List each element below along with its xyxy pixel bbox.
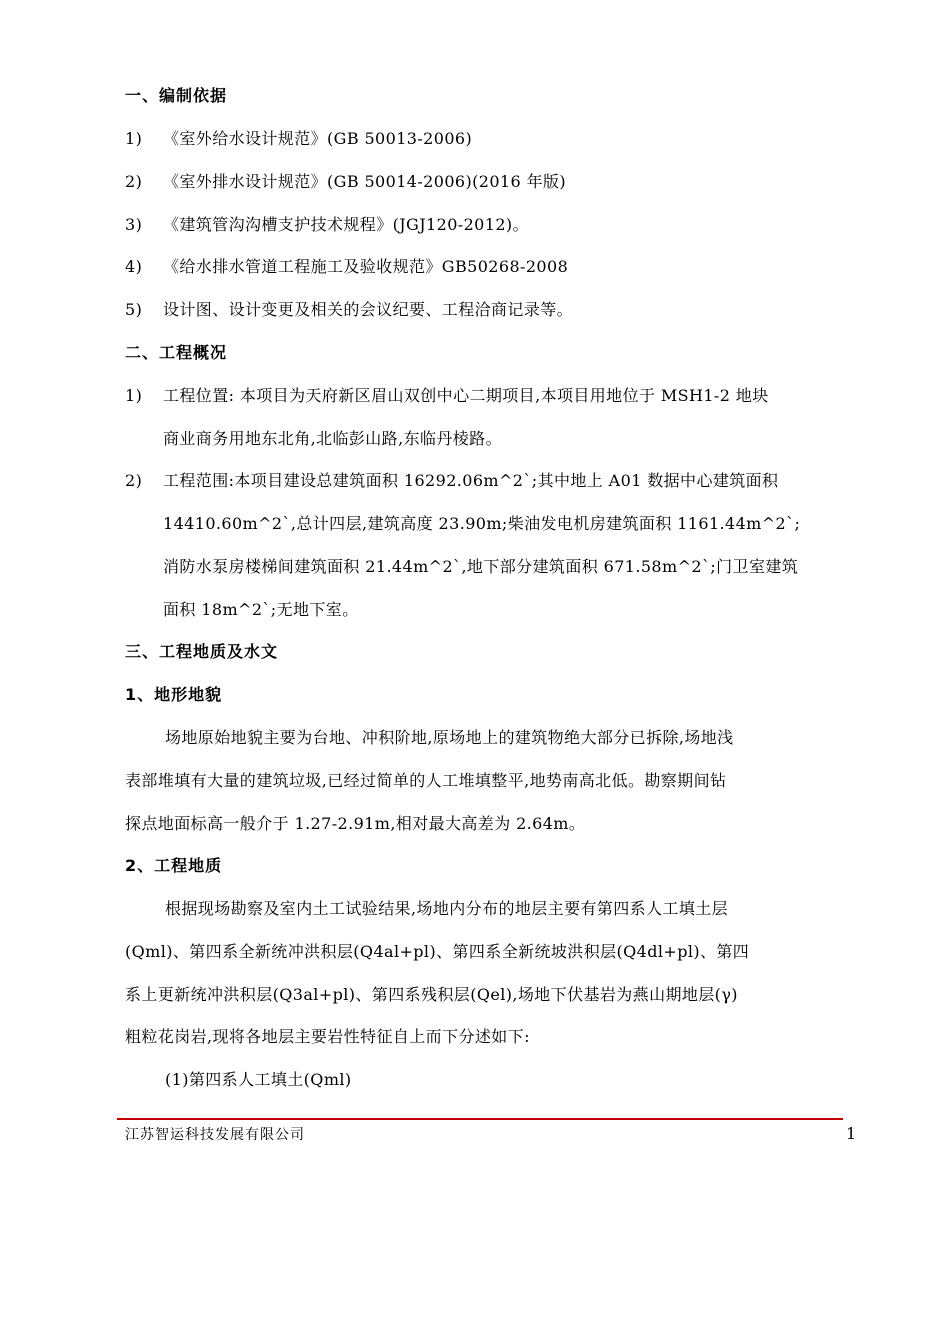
overview-item-2-line-4: 面积 18m^2`;无地下室。	[163, 600, 359, 619]
terrain-paragraph-line-1: 场地原始地貌主要为台地、冲积阶地,原场地上的建筑物绝大部分已拆除,场地浅	[165, 728, 734, 747]
terrain-paragraph-line-2: 表部堆填有大量的建筑垃圾,已经过简单的人工堆填整平,地势南高北低。勘察期间钻	[125, 771, 727, 790]
overview-item-2-line-3: 消防水泵房楼梯间建筑面积 21.44m^2`,地下部分建筑面积 671.58m^2`;门卫室建筑	[163, 557, 799, 576]
section-heading-overview: 二、工程概况	[125, 343, 228, 362]
item-text: 《室外排水设计规范》(GB 50014-2006)(2016 年版)	[163, 172, 567, 191]
section-heading-geology: 三、工程地质及水文	[125, 642, 279, 661]
item-number: 3)	[125, 215, 143, 234]
overview-item-1-line-1	[125, 386, 769, 406]
overview-item-2-line-1	[125, 471, 778, 491]
geology-paragraph-line-3: 系上更新统冲洪积层(Q3al+pl)、第四系残积层(Qel),场地下伏基岩为燕山期地层(γ)	[125, 985, 738, 1004]
item-number: 4)	[125, 257, 143, 276]
item-number: 2)	[125, 172, 143, 191]
section-heading-basis: 一、编制依据	[125, 86, 228, 105]
overview-item-2-line-2: 14410.60m^2`,总计四层,建筑高度 23.90m;柴油发电机房建筑面积 1161.44m^2`;	[163, 514, 801, 533]
basis-item-3	[125, 215, 529, 235]
geology-list-item-1: (1)第四系人工填土(Qml)	[165, 1070, 352, 1089]
geology-paragraph-line-1: 根据现场勘察及室内土工试验结果,场地内分布的地层主要有第四系人工填土层	[165, 899, 729, 918]
basis-item-4	[125, 257, 568, 277]
subheading-terrain: 1、地形地貌	[125, 685, 223, 704]
item-text: 工程位置: 本项目为天府新区眉山双创中心二期项目,本项目用地位于 MSH1-2 地块	[163, 386, 769, 405]
footer-company-name: 江苏智运科技发展有限公司	[125, 1127, 305, 1143]
geology-paragraph-line-2: (Qml)、第四系全新统冲洪积层(Q4al+pl)、第四系全新统坡洪积层(Q4dl+pl)、第四	[125, 942, 750, 961]
basis-item-1	[125, 129, 472, 149]
item-text: 《建筑管沟沟槽支护技术规程》(JGJ120-2012)。	[163, 215, 529, 234]
item-number: 5)	[125, 300, 143, 319]
item-number: 1)	[125, 129, 143, 148]
item-text: 工程范围:本项目建设总建筑面积 16292.06m^2`;其中地上 A01 数据中心建筑面积	[163, 471, 779, 490]
item-number: 2)	[125, 471, 143, 490]
terrain-paragraph-line-3: 探点地面标高一般介于 1.27-2.91m,相对最大高差为 2.64m。	[125, 814, 586, 833]
item-number: 1)	[125, 386, 143, 405]
item-text: 《室外给水设计规范》(GB 50013-2006)	[163, 129, 473, 148]
basis-item-5	[125, 300, 573, 320]
basis-item-2	[125, 172, 566, 192]
item-text: 设计图、设计变更及相关的会议纪要、工程洽商记录等。	[163, 300, 574, 319]
item-text: 《给水排水管道工程施工及验收规范》GB50268-2008	[163, 257, 569, 276]
geology-paragraph-line-4: 粗粒花岗岩,现将各地层主要岩性特征自上而下分述如下:	[125, 1027, 530, 1046]
footer-divider	[117, 1118, 843, 1120]
overview-item-1-line-2: 商业商务用地东北角,北临彭山路,东临丹棱路。	[163, 429, 502, 448]
footer-page-number: 1	[846, 1124, 857, 1143]
subheading-engineering-geology: 2、工程地质	[125, 856, 223, 875]
